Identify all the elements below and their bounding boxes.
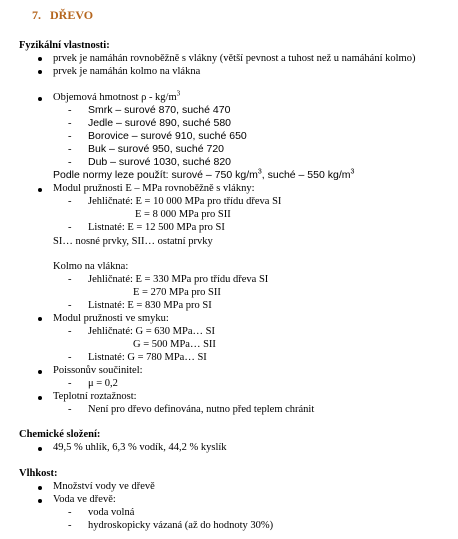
perpendicular-conifer-sii: E = 270 MPa pro SII xyxy=(133,287,221,298)
perpendicular-conifer: Jehličnaté: E = 330 MPa pro třídu dřeva SI xyxy=(88,274,269,285)
density-item: Jedle – surové 890, suché 580 xyxy=(88,117,232,129)
dash: - xyxy=(68,131,72,142)
moisture-free-water: voda volná xyxy=(88,507,135,518)
density-norm: Podle normy leze použít: surové – 750 $kg/m^3$, suché – 550 $kg/m^3$ xyxy=(53,168,355,181)
modulus-e-conifer: Jehličnaté: E = 10 000 MPa pro třídu dřeva SI xyxy=(88,196,282,207)
modulus-e-note: SI… nosné prvky, SII… ostatní prvky xyxy=(53,236,213,247)
bullet xyxy=(38,396,42,400)
dash: - xyxy=(68,274,72,285)
dash: - xyxy=(68,144,72,155)
chemical-composition: 49,5 % uhlík, 6,3 % vodík, 44,2 % kyslík xyxy=(53,442,227,453)
perpendicular-label: Kolmo na vlákna: xyxy=(53,261,129,272)
bullet xyxy=(38,499,42,503)
section-title xyxy=(32,9,93,22)
bullet xyxy=(38,370,42,374)
chemical-heading: Chemické složení: xyxy=(19,429,101,440)
section-heading: DŘEVO xyxy=(50,8,94,22)
modulus-e-deciduous: Listnaté: E = 12 500 MPa pro SI xyxy=(88,222,225,233)
modulus-e-label: Modul pružnosti E – MPa rovnoběžně s vlákny: xyxy=(53,183,255,194)
moisture-water: Voda ve dřevě: xyxy=(53,494,116,505)
density-item: Borovice – surové 910, suché 650 xyxy=(88,130,247,142)
density-item: Smrk – surové 870, suché 470 xyxy=(88,104,231,116)
moisture-heading: Vlhkost: xyxy=(19,468,58,479)
bullet xyxy=(38,447,42,451)
dash: - xyxy=(68,105,72,116)
poisson-label: Poissonův součinitel: xyxy=(53,365,143,376)
bullet xyxy=(38,57,42,61)
dash: - xyxy=(68,118,72,129)
moisture-bound-water: hydroskopicky vázaná (až do hodnoty 30%) xyxy=(88,520,274,531)
thermal-label: Teplotní roztažnost: xyxy=(53,391,137,402)
bullet xyxy=(38,188,42,192)
dash: - xyxy=(68,157,72,168)
density-item: Dub – surové 1030, suché 820 xyxy=(88,156,232,168)
bullet xyxy=(38,70,42,74)
dash: - xyxy=(68,352,72,363)
bullet xyxy=(38,486,42,490)
modulus-e-conifer-sii: E = 8 000 MPa pro SII xyxy=(135,209,231,220)
thermal-value: Není pro dřevo definována, nutno před teplem chránit xyxy=(88,404,315,415)
perpendicular-deciduous: Listnaté: E = 830 MPa pro SI xyxy=(88,300,212,311)
dash: - xyxy=(68,196,72,207)
density-item: Buk – surové 950, suché 720 xyxy=(88,143,225,155)
physical-bullet-perpendicular: prvek je namáhán kolmo na vlákna xyxy=(53,66,201,77)
dash: - xyxy=(68,378,72,389)
moisture-amount: Množství vody ve dřevě xyxy=(53,481,155,492)
dash: - xyxy=(68,404,72,415)
dash: - xyxy=(68,520,72,531)
shear-label: Modul pružnosti ve smyku: xyxy=(53,313,169,324)
dash: - xyxy=(68,326,72,337)
poisson-value: μ = 0,2 xyxy=(88,378,118,389)
shear-deciduous: Listnaté: G = 780 MPa… SI xyxy=(88,352,207,363)
physical-heading: Fyzikální vlastnosti: xyxy=(19,40,110,51)
density-label: Objemová hmotnost ρ - $kg/m^3$ xyxy=(53,89,181,103)
section-number: 7. xyxy=(32,8,41,22)
physical-bullet-parallel: prvek je namáhán rovnoběžně s vlákny (větší pevnost a tuhost než u namáhání kolmo) xyxy=(53,53,416,64)
dash: - xyxy=(68,222,72,233)
dash: - xyxy=(68,507,72,518)
shear-conifer: Jehličnaté: G = 630 MPa… SI xyxy=(88,326,215,337)
shear-conifer-sii: G = 500 MPa… SII xyxy=(133,339,216,350)
bullet xyxy=(38,317,42,321)
dash: - xyxy=(68,300,72,311)
bullet xyxy=(38,97,42,101)
